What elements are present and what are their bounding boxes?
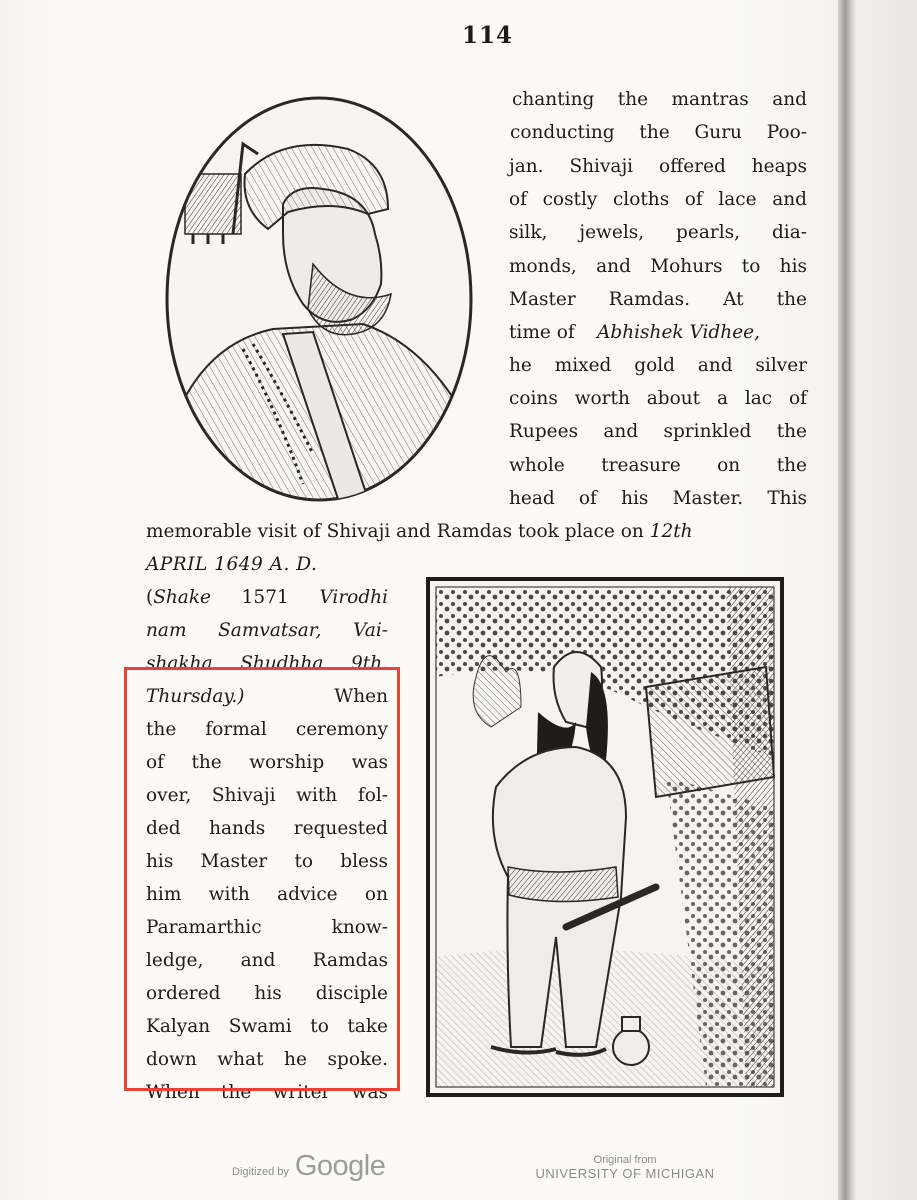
text-line: the formal ceremony bbox=[146, 719, 388, 740]
text-line bbox=[146, 686, 388, 707]
text-line: monds, and Mohurs to his bbox=[509, 256, 807, 277]
text-line: of costly cloths of lace and bbox=[509, 189, 807, 210]
text-line: down what he spoke. bbox=[146, 1049, 388, 1070]
text-line: his Master to bless bbox=[146, 851, 388, 872]
text-line: him with advice on bbox=[146, 884, 388, 905]
text-line bbox=[146, 521, 693, 542]
digitized-by-text: Digitized by bbox=[232, 1166, 289, 1178]
text-line: whole treasure on the bbox=[509, 455, 807, 476]
google-logo-text: Google bbox=[294, 1150, 386, 1182]
page-number: 114 bbox=[462, 22, 514, 49]
shivaji-portrait-image bbox=[163, 94, 475, 504]
text-line: head of his Master. This bbox=[509, 488, 807, 509]
text-line: Paramarthic know- bbox=[146, 917, 388, 938]
text-line: chanting the mantras and bbox=[512, 89, 807, 110]
text-line-italic: Abhishek Vidhee, bbox=[597, 322, 760, 343]
google-digitized-mark bbox=[232, 1150, 385, 1183]
text-span: ( bbox=[146, 587, 154, 608]
text-span: When bbox=[244, 686, 388, 707]
text-span-italic: Shake bbox=[153, 587, 211, 608]
text-line: ded hands requested bbox=[146, 818, 388, 839]
institution-text: UNIVERSITY OF MICHIGAN bbox=[535, 1166, 715, 1181]
text-line-italic: nam Samvatsar, Vai- bbox=[146, 620, 388, 641]
text-line: jan. Shivaji offered heaps bbox=[509, 156, 807, 177]
text-line: ordered his disciple bbox=[146, 983, 388, 1004]
text-line: ledge, and Ramdas bbox=[146, 950, 388, 971]
text-line: of the worship was bbox=[146, 752, 388, 773]
original-from-text: Original from bbox=[593, 1154, 657, 1166]
text-span: memorable visit of Shivaji and Ramdas took place on bbox=[146, 521, 644, 542]
text-line-italic: shakha Shudhha 9th. bbox=[146, 653, 388, 674]
source-credit bbox=[535, 1154, 715, 1181]
text-span: 1571 bbox=[211, 587, 320, 608]
text-line: conducting the Guru Poo- bbox=[510, 122, 807, 143]
ramdas-illustration-image bbox=[426, 577, 784, 1097]
text-line: he mixed gold and silver bbox=[509, 355, 807, 376]
text-line: Kalyan Swami to take bbox=[146, 1016, 388, 1037]
text-line: Master Ramdas. At the bbox=[509, 289, 807, 310]
text-span-italic: Virodhi bbox=[319, 587, 388, 608]
text-line bbox=[146, 587, 388, 608]
text-line: Rupees and sprinkled the bbox=[509, 421, 807, 442]
text-line: over, Shivaji with fol- bbox=[146, 785, 388, 806]
text-line: time of bbox=[509, 322, 575, 343]
date-line: APRIL 1649 A. D. bbox=[146, 554, 318, 575]
text-line: silk, jewels, pearls, dia- bbox=[509, 222, 807, 243]
page-binding bbox=[838, 0, 856, 1200]
text-line: coins worth about a lac of bbox=[509, 388, 807, 409]
text-span-italic: Thursday.) bbox=[146, 686, 245, 707]
text-span-italic: 12th bbox=[649, 521, 693, 542]
text-line: When the writer was bbox=[146, 1082, 388, 1103]
